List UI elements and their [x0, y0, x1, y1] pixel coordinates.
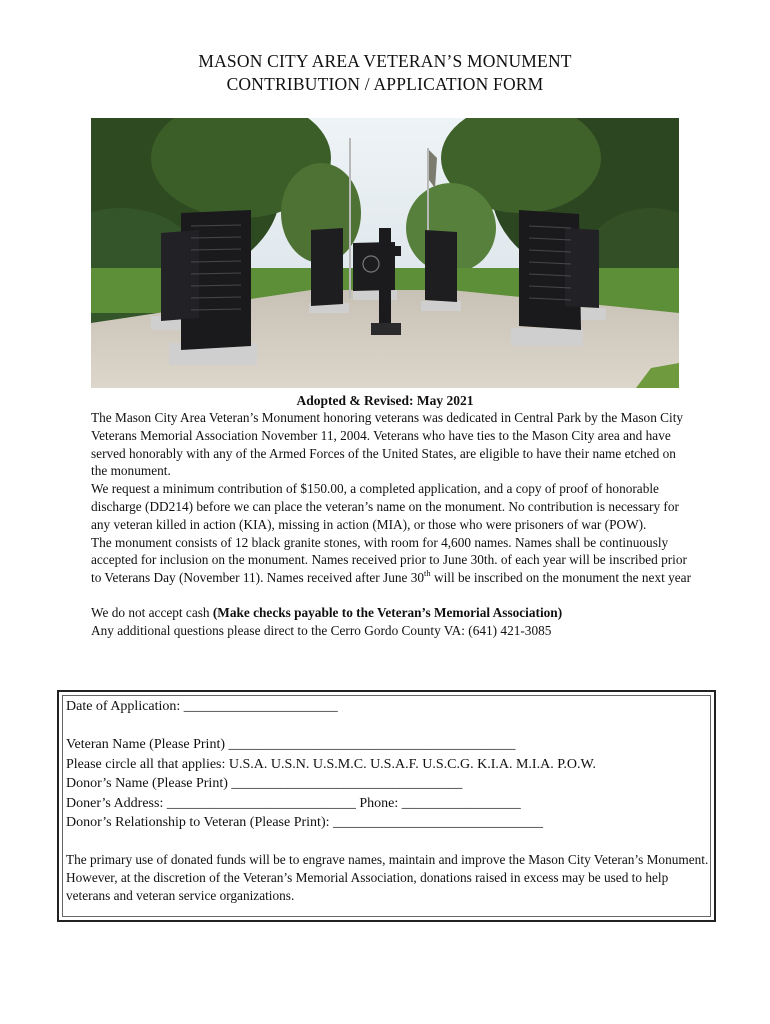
contact-line: Any additional questions please direct to the Cerro Gordo County VA: (641) 421-3085	[91, 622, 552, 638]
check-payable-text: (Make checks payable to the Veteran’s Memorial Association)	[212, 604, 563, 620]
intro-paragraph: The Mason City Area Veteran’s Monument honoring veterans was dedicated in Central Park by the Mason City Veterans Memorial Association November 11, 2004. Veterans who have ties to the Mason City area and have served honorably with any of the Armed Forces of the United States, are eligible to have their name etched on the monument.	[91, 410, 684, 479]
stones-text: The monument consists of 12 black granite stones, with room for 4,600 names. Names shall be continuously accepted for inclusion on the monument. Names received prior to June 30th. of each year will be inscribed prior to Veterans Day (November 11). Names received after June 30	[91, 534, 687, 586]
monument-stones-paragraph	[91, 534, 691, 587]
contribution-request-paragraph: We request a minimum contribution of $150.00, a completed application, and a copy of proof of honorable discharge (DD214) before we can place the veteran’s name on the monument. No contribution is necessary for any veteran killed in action (KIA), missing in action (MIA), or those who were prisoners of war (POW).	[91, 481, 679, 532]
no-cash-text: We do not accept cash	[91, 604, 213, 620]
instructions-text	[91, 409, 691, 640]
date-of-application-field[interactable]: Date of Application: ______________________	[66, 699, 338, 714]
stones-text-end: will be inscribed on the monument the next year	[430, 570, 691, 586]
donor-name-field[interactable]: Donor’s Name (Please Print) _________________________________	[66, 776, 463, 792]
ordinal-suffix: th	[424, 568, 431, 579]
application-fields	[66, 697, 706, 832]
no-cash-notice	[91, 604, 691, 622]
form-title-line-1: MASON CITY AREA VETERAN’S MONUMENT	[198, 51, 572, 71]
adopted-revised-date: Adopted & Revised: May 2021	[296, 393, 474, 408]
relationship-to-veteran-field[interactable]: Donor’s Relationship to Veteran (Please Print): ______________________________	[66, 815, 543, 831]
donation-use-note: The primary use of donated funds will be to engrave names, maintain and improve the Mason City Veteran’s Monument. However, at the discretion of the Veteran’s Memorial Association, donations raised in excess may be used to help veterans and veteran service organizations.	[66, 852, 709, 903]
form-title-line-2: CONTRIBUTION / APPLICATION FORM	[226, 74, 544, 94]
monument-photo	[91, 118, 679, 388]
branch-circle-options[interactable]: Please circle all that applies: U.S.A. U.S.N. U.S.M.C. U.S.A.F. U.S.C.G. K.I.A. M.I.A. P.O.W.	[66, 756, 596, 772]
veteran-name-field[interactable]: Veteran Name (Please Print) _________________________________________	[66, 737, 516, 753]
donor-address-phone-field[interactable]: Doner’s Address: ___________________________ Phone: _________________	[66, 795, 521, 811]
